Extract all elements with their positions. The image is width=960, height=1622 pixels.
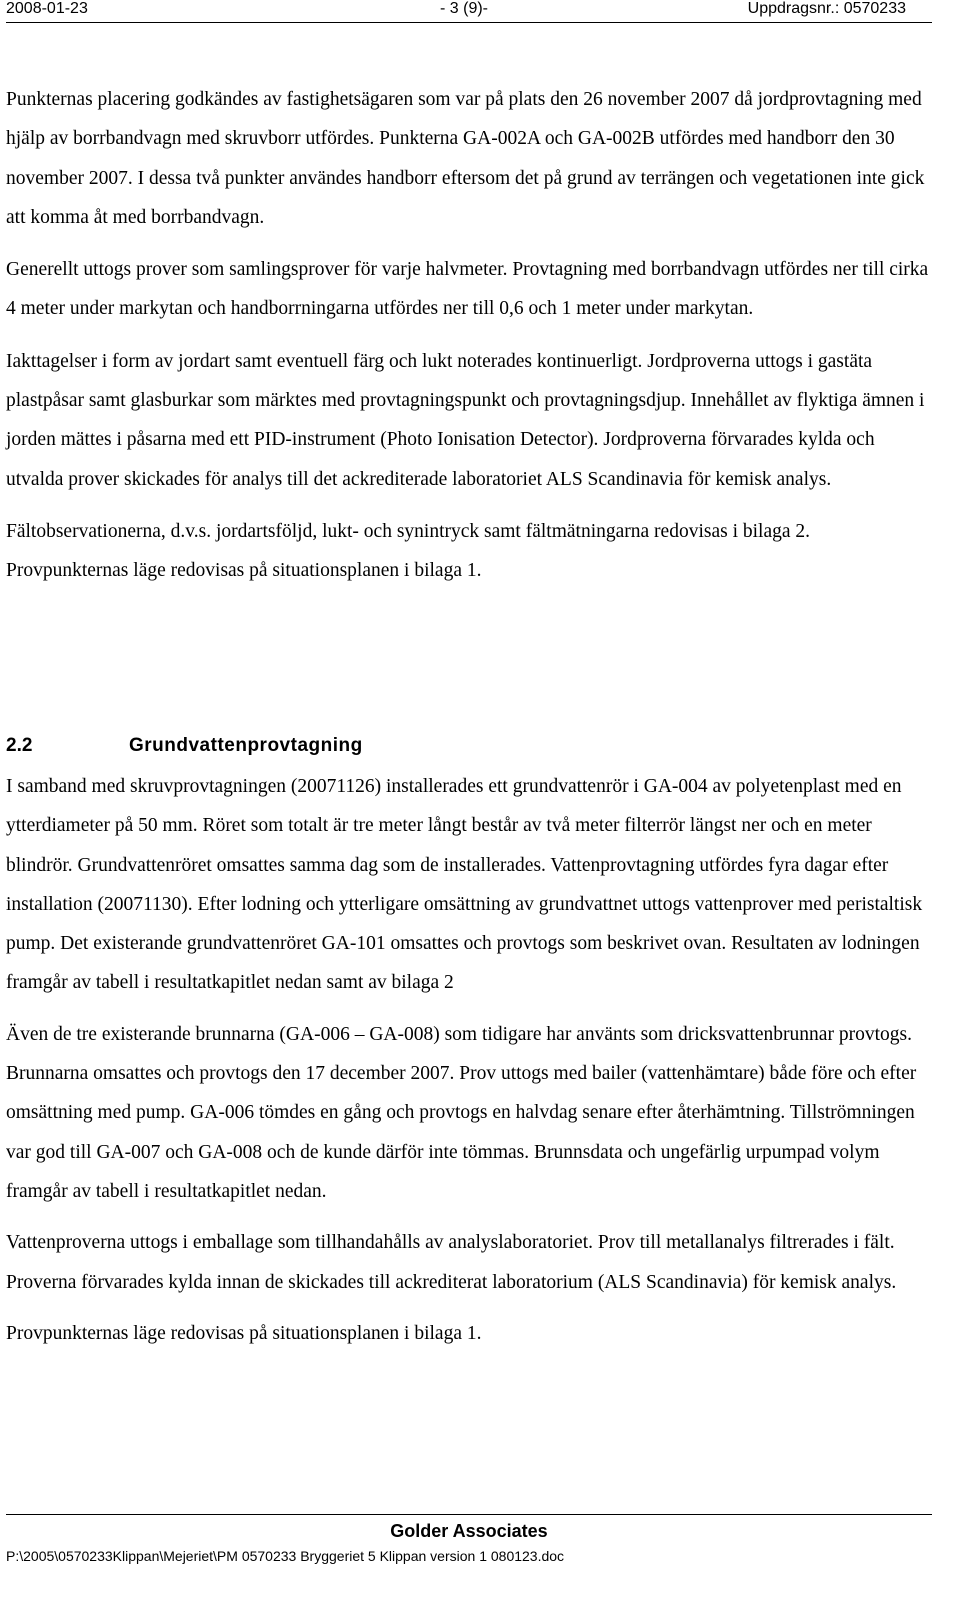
page-header (6, 0, 906, 20)
header-page-number: - 3 (9)- (440, 0, 488, 17)
intro-paragraph-2: Generellt uttogs prover som samlingsprover för varje halvmeter. Provtagning med borrbandvagn utfördes ner till cirka 4 meter under markytan och handborrningarna utfördes ner till 0,6 och 1 meter under markytan. (6, 259, 929, 320)
intro-paragraph-4: Fältobservationerna, d.v.s. jordartsföljd, lukt- och synintryck samt fältmätningarna redovisas i bilaga 2. Provpunkternas läge redovisas på situationsplanen i bilaga 1. (6, 520, 811, 582)
header-divider (6, 22, 932, 23)
intro-section (6, 80, 932, 591)
groundwater-paragraph-4: Provpunkternas läge redovisas på situationsplanen i bilaga 1. (6, 1322, 482, 1344)
intro-paragraph-1: Punkternas placering godkändes av fastighetsägaren som var på plats den 26 november 2007 då jordprovtagning med hjälp av borrbandvagn med skruvborr utfördes. Punkterna GA-002A och GA-002B utfördes med handborr den 30 november 2007. I dessa två punkter användes handborr eftersom det på grund av terrängen och vegetationen inte gick att komma åt med borrbandvagn. (6, 89, 925, 228)
header-assignment-number: Uppdragsnr.: 0570233 (747, 0, 906, 17)
intro-paragraph-3: Iakttagelser i form av jordart samt eventuell färg och lukt noterades kontinuerligt. Jordproverna uttogs i gastäta plastpåsar samt glasburkar som märktes med provtagningspunkt och provtagningsdjup. Innehållet av flyktiga ämnen i jorden mättes i påsarna med ett PID-instrument (Photo Ionisation Detector). Jordproverna förvarades kylda och utvalda prover skickades för analys till det ackrediterade laboratoriet ALS Scandinavia för kemisk analys. (6, 350, 925, 490)
header-date: 2008-01-23 (6, 0, 88, 17)
section-number: 2.2 (6, 735, 33, 756)
footer-company-name: Golder Associates (390, 1521, 548, 1541)
groundwater-paragraph-2: Även de tre existerande brunnarna (GA-006 – GA-008) som tidigare har använts som dricksvattenbrunnar provtogs. Brunnarna omsattes och provtogs den 17 december 2007. Prov uttogs med bailer (vattenhämtare) både före och efter omsättning med pump. GA-006 tömdes en gång och provtogs en halvdag senare efter återhämtning. Tillströmningen var god till GA-007 och GA-008 och de kunde därför inte tömmas. Brunnsdata och ungefärlig urpumpad volym framgår av tabell i resultatkapitlet nedan. (6, 1023, 917, 1202)
footer-divider (6, 1514, 932, 1515)
footer-file-path: P:\2005\0570233Klippan\Mejeriet\PM 0570233 Bryggeriet 5 Klippan version 1 080123.doc (6, 1548, 565, 1564)
section-title: Grundvattenprovtagning (129, 735, 363, 756)
section-heading (6, 728, 932, 764)
groundwater-paragraph-1: I samband med skruvprovtagningen (20071126) installerades ett grundvattenrör i GA-004 av polyetenplast med en ytterdiameter på 50 mm. Röret som totalt är tre meter långt består av två meter filterrör längst ner och en meter blindrör. Grundvattenröret omsattes samma dag som de installerades. Vattenprovtagning utfördes fyra dagar efter installation (20071130). Efter lodning och ytterligare omsättning av grundvattnet uttogs vattenprover med peristaltisk pump. Det existerande grundvattenröret GA-101 omsattes och provtogs som beskrivet ovan. Resultaten av lodningen framgår av tabell i resultatkapitlet nedan samt av bilaga 2 (6, 776, 923, 994)
groundwater-paragraph-3: Vattenproverna uttogs i emballage som tillhandahålls av analyslaboratoriet. Prov till metallanalys filtrerades i fält. Proverna förvarades kylda innan de skickades till ackrediterat laboratorium (ALS Scandinavia) för kemisk analys. (6, 1232, 897, 1293)
groundwater-section (6, 767, 932, 1353)
